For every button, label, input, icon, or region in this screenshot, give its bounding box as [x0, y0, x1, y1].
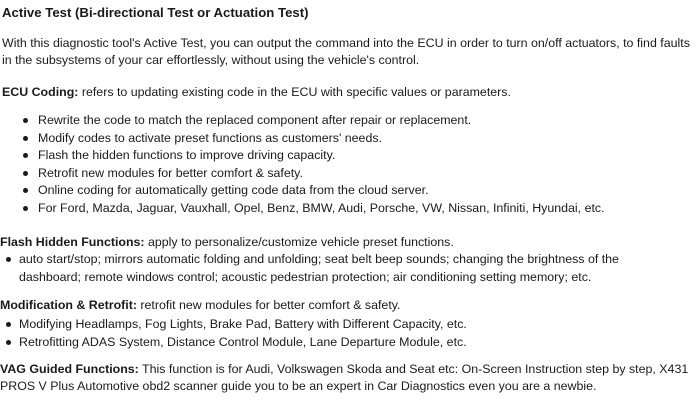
bullet-icon — [23, 153, 28, 158]
list-item-text: Flash the hidden functions to improve driving capacity. — [38, 148, 336, 163]
section-text: retrofit new modules for better comfort & safety. — [136, 298, 401, 312]
active-test-section — [2, 4, 700, 21]
list-item-text: dashboard; remote windows control; acoustic pedestrian protection; air conditioning setting memory; etc. — [19, 269, 592, 284]
list-item — [0, 112, 700, 130]
list-item-text: Retrofit new modules for better comfort & safety. — [38, 165, 303, 180]
list-item-text: auto start/stop; mirrors automatic folding and unfolding; seat belt beep sounds; changing the brightness of the — [19, 252, 619, 266]
section-title: Active Test (Bi-directional Test or Actuation Test) — [2, 5, 309, 20]
bullet-icon — [23, 171, 28, 176]
list-item-text: For Ford, Mazda, Jaguar, Vauxhall, Opel, Benz, BMW, Audi, Porsche, VW, Nissan, Infiniti, Hyundai, etc. — [38, 200, 605, 215]
bullet-icon — [23, 188, 28, 193]
bullet-icon — [6, 340, 11, 345]
list-item-text: Retrofitting ADAS System, Distance Control Module, Lane Departure Module, etc. — [19, 334, 467, 349]
ecu-coding-section — [2, 84, 700, 101]
list-item — [0, 334, 700, 352]
modification-section — [0, 297, 700, 314]
list-item — [0, 147, 700, 165]
list-item — [0, 130, 700, 148]
list-item-text: Modify codes to activate preset functions as customers' needs. — [38, 130, 382, 145]
section-text: refers to updating existing code in the ECU with specific values or parameters. — [78, 85, 511, 99]
section-heading: ECU Coding: — [2, 85, 79, 99]
paragraph-line: With this diagnostic tool's Active Test, you can output the command into the ECU in order to turn on/off actuators, to find faults — [2, 36, 690, 50]
list-item — [0, 182, 700, 200]
list-item — [0, 165, 700, 183]
list-item-text: Rewrite the code to match the replaced component after repair or replacement. — [38, 113, 472, 127]
list-item-text: Modifying Headlamps, Fog Lights, Brake Pad, Battery with Different Capacity, etc. — [19, 317, 467, 331]
section-text: apply to personalize/customize vehicle preset functions. — [144, 235, 454, 249]
section-heading: Modification & Retrofit: — [0, 298, 137, 312]
bullet-icon — [6, 257, 11, 262]
bullet-icon — [23, 136, 28, 141]
list-item — [0, 251, 700, 269]
flash-hidden-list — [0, 251, 700, 286]
list-item — [0, 200, 700, 218]
section-heading: VAG Guided Functions: — [0, 362, 139, 376]
section-text: This function is for Audi, Volkswagen Skoda and Seat etc: On-Screen Instruction step by step, X431 — [138, 362, 689, 376]
list-item-text: Online coding for automatically getting code data from the cloud server. — [38, 183, 429, 198]
bullet-icon — [23, 118, 28, 123]
list-item-continuation — [0, 269, 700, 287]
vag-section — [0, 361, 700, 395]
flash-hidden-section — [0, 234, 700, 251]
paragraph-line: PROS V Plus Automotive obd2 scanner guide you to be an expert in Car Diagnostics even you are a newbie. — [0, 379, 597, 393]
section-heading: Flash Hidden Functions: — [0, 235, 145, 249]
active-test-description — [2, 35, 700, 69]
ecu-coding-list — [0, 112, 700, 218]
bullet-icon — [6, 322, 11, 327]
modification-list — [0, 316, 700, 351]
paragraph-line: in the subsystems of your car effortlessly, without using the vehicle's control. — [2, 53, 420, 67]
list-item — [0, 316, 700, 334]
bullet-icon — [23, 206, 28, 211]
